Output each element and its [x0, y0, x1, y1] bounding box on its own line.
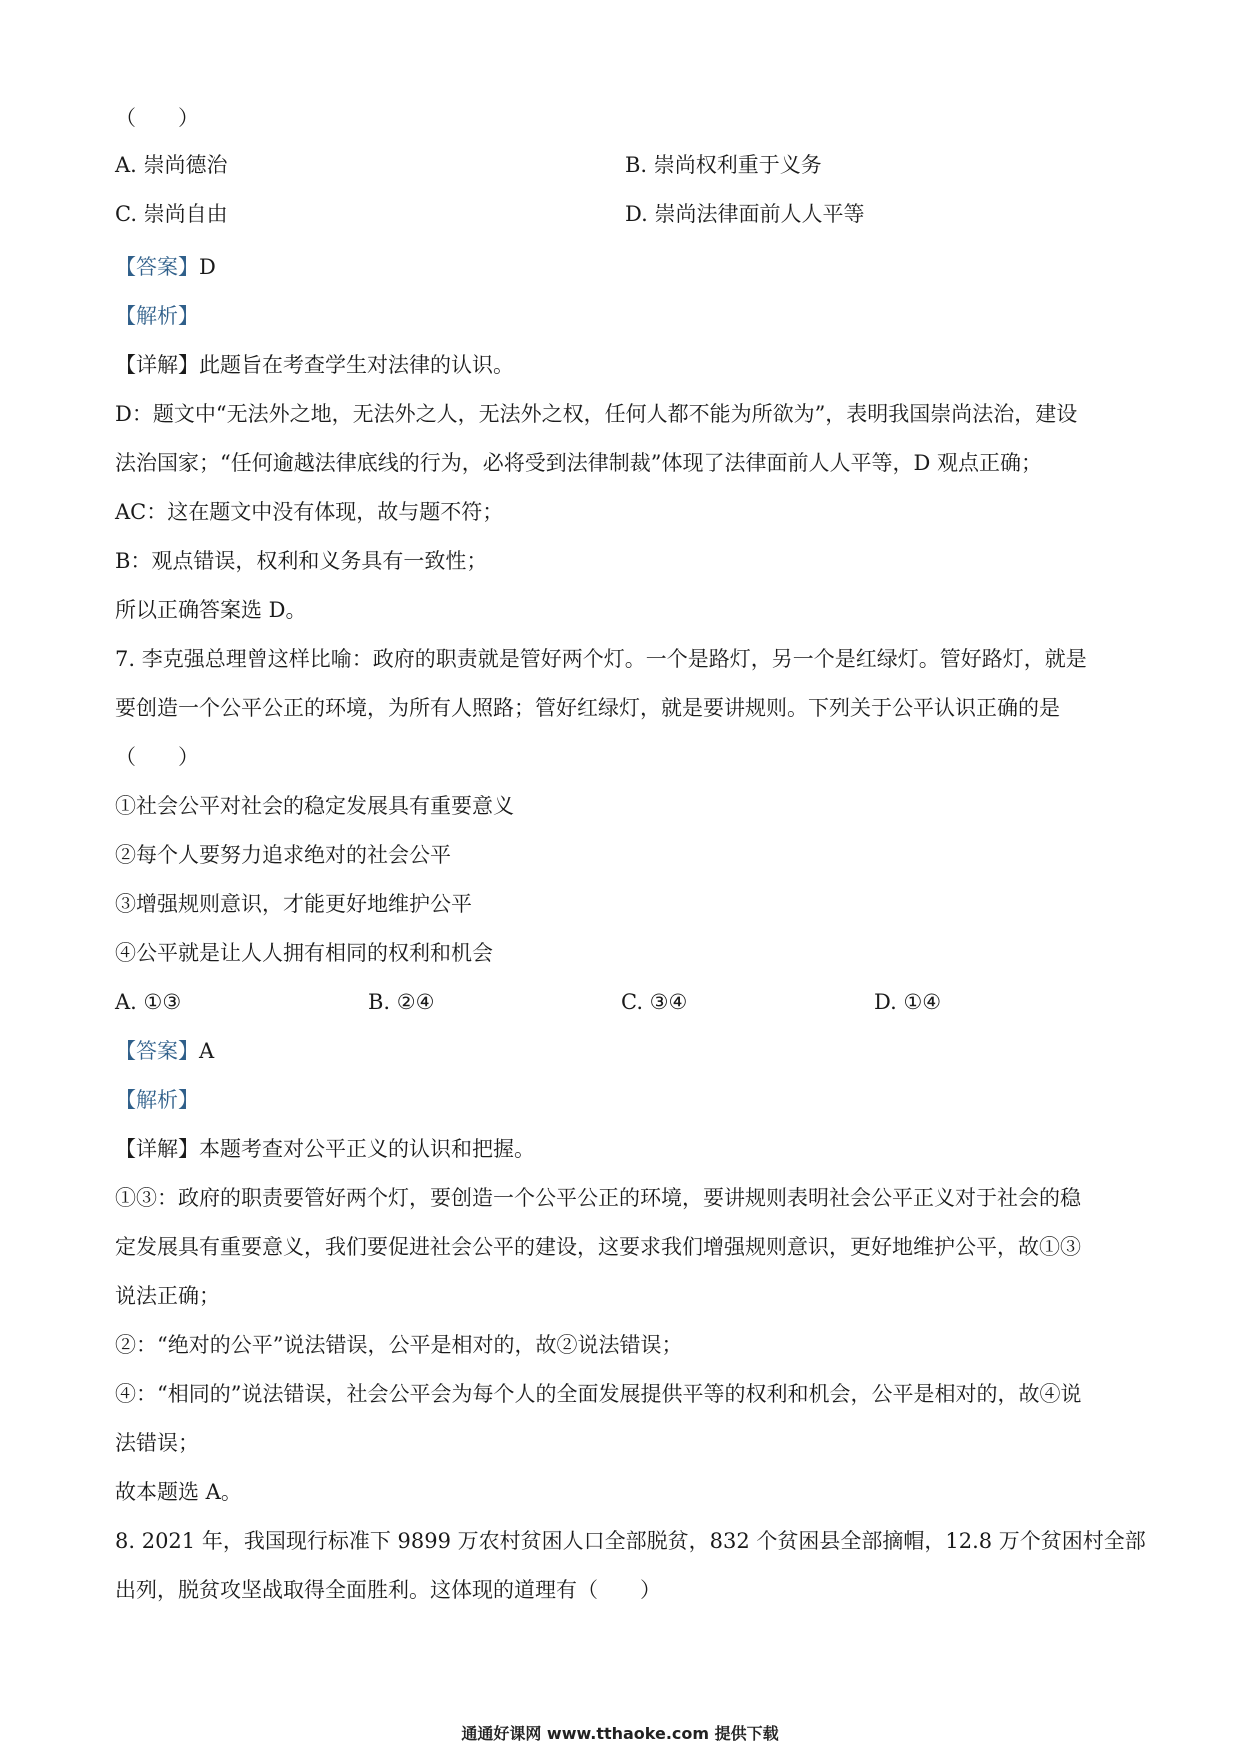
answer-value: D — [199, 255, 216, 279]
q7-explanation-line: 定发展具有重要意义，我们要促进社会公平的建设，这要求我们增强规则意识，更好地维护公平，故①③ — [115, 1235, 1081, 1259]
q7-stem-line: 要创造一个公平公正的环境，为所有人照路；管好红绿灯，就是要讲规则。下列关于公平认识正确的是 — [115, 696, 1060, 720]
page-footer: 通通好课网 www.tthaoke.com 提供下载 — [461, 1724, 779, 1743]
q6-option-b: B. 崇尚权利重于义务 — [625, 153, 822, 177]
q7-paren: （ ） — [115, 745, 199, 769]
q7-stem-line: 7. 李克强总理曾这样比喻：政府的职责就是管好两个灯。一个是路灯，另一个是红绿灯。管好路灯，就是 — [115, 647, 1087, 671]
q7-analysis-tag: 【解析】 — [115, 1088, 199, 1112]
q6-option-a: A. 崇尚德治 — [115, 153, 228, 177]
q7-option-a: A. ①③ — [115, 990, 182, 1014]
q6-paren: （ ） — [115, 106, 199, 130]
q6-detail: 【详解】此题旨在考查学生对法律的认识。 — [115, 353, 514, 377]
q7-statement-1: ①社会公平对社会的稳定发展具有重要意义 — [115, 794, 514, 818]
q7-statement-2: ②每个人要努力追求绝对的社会公平 — [115, 843, 451, 867]
q7-detail: 【详解】本题考查对公平正义的认识和把握。 — [115, 1137, 535, 1161]
q6-explanation-line: 法治国家；“任何逾越法律底线的行为，必将受到法律制裁”体现了法律面前人人平等，D 观点正确； — [115, 451, 1042, 475]
q7-explanation-line: 说法正确； — [115, 1284, 220, 1308]
q8-stem-line: 8. 2021 年，我国现行标准下 9899 万农村贫困人口全部脱贫，832 个贫困县全部摘帽，12.8 万个贫困村全部 — [115, 1529, 1146, 1553]
q6-option-d: D. 崇尚法律面前人人平等 — [625, 202, 865, 226]
q6-explanation-line: B：观点错误，权利和义务具有一致性； — [115, 549, 488, 573]
q8-stem-line: 出列，脱贫攻坚战取得全面胜利。这体现的道理有（ ） — [115, 1578, 661, 1602]
q7-option-b: B. ②④ — [368, 990, 435, 1014]
q7-conclusion: 故本题选 A。 — [115, 1480, 242, 1504]
q6-explanation-line: AC：这在题文中没有体现，故与题不符； — [115, 500, 504, 524]
q6-explanation-line: D：题文中“无法外之地，无法外之人，无法外之权，任何人都不能为所欲为”，表明我国崇尚法治，建设 — [115, 402, 1078, 426]
q7-option-c: C. ③④ — [621, 990, 688, 1014]
q7-explanation-line: 法错误； — [115, 1431, 199, 1455]
q7-explanation-line: ②：“绝对的公平”说法错误，公平是相对的，故②说法错误； — [115, 1333, 683, 1357]
answer-tag: 【答案】 — [115, 255, 199, 279]
q7-statement-4: ④公平就是让人人拥有相同的权利和机会 — [115, 941, 493, 965]
q7-answer — [115, 1036, 1135, 1066]
q7-statement-3: ③增强规则意识，才能更好地维护公平 — [115, 892, 472, 916]
q6-conclusion: 所以正确答案选 D。 — [115, 598, 307, 622]
answer-tag: 【答案】 — [115, 1039, 199, 1063]
answer-value: A — [199, 1039, 215, 1063]
q6-analysis-tag: 【解析】 — [115, 304, 199, 328]
q7-explanation-line: ①③：政府的职责要管好两个灯，要创造一个公平公正的环境，要讲规则表明社会公平正义对于社会的稳 — [115, 1186, 1081, 1210]
q6-answer — [115, 252, 1135, 282]
q7-option-d: D. ①④ — [874, 990, 942, 1014]
q7-explanation-line: ④：“相同的”说法错误，社会公平会为每个人的全面发展提供平等的权利和机会，公平是相对的，故④说 — [115, 1382, 1082, 1406]
q6-option-c: C. 崇尚自由 — [115, 202, 228, 226]
